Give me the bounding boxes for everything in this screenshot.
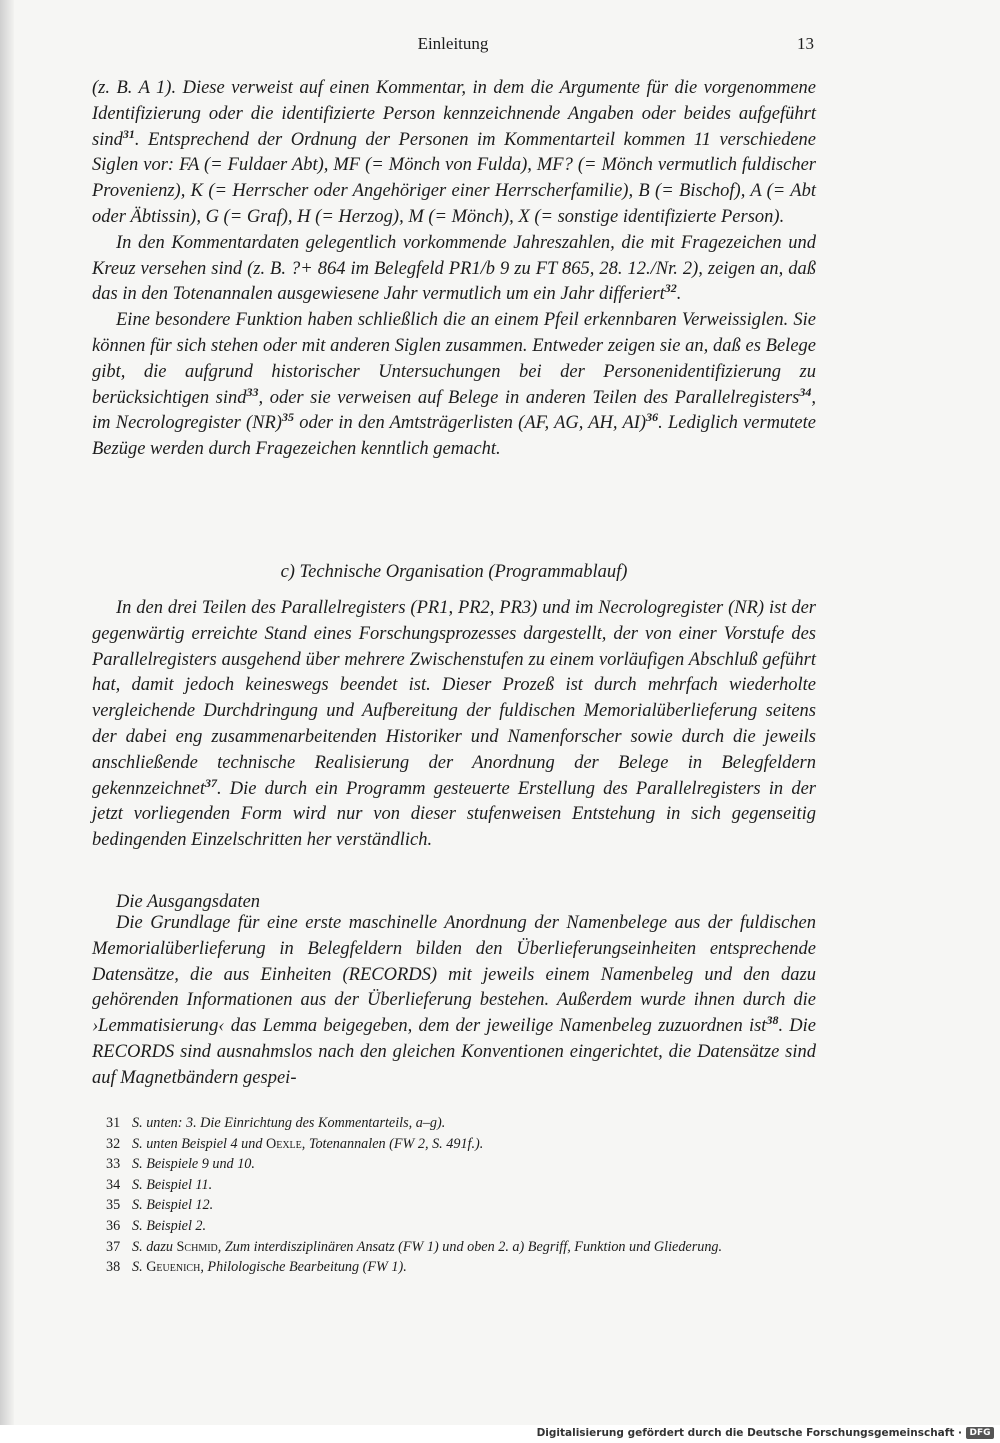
text-run: , Zum interdisziplinären Ansatz (FW 1) und oben 2. a) Begriff, Funktion und Gliederung. xyxy=(217,1238,723,1255)
page-edge-shadow xyxy=(0,0,14,1425)
footnote xyxy=(92,1195,816,1216)
dfg-logo: DFG xyxy=(966,1427,994,1439)
footnote-reference: 34 xyxy=(799,384,812,399)
footnotes xyxy=(92,1113,816,1278)
text-run: S. unten Beispiel 4 und xyxy=(132,1135,266,1152)
paragraph xyxy=(92,231,816,308)
text-run: Die Grundlage für eine erste maschinelle Anordnung der Namenbelege aus der fuldischen Memorialüberlieferung in Belegfeldern bilden den Überlieferungseinheiten entsprechende Datensätze, die aus Einheiten (RECORDS) mit jeweils einem Namenbeleg und den dazu gehörenden Informationen aus der Überlieferung bestehen. Außerdem wurde ihnen durch die ›Lemmatisierung‹ das Lemma beigegeben, dem der jeweilige Namenbeleg zuzuordnen ist xyxy=(92,913,816,1037)
footnote-number: 37 xyxy=(106,1238,121,1255)
footnote xyxy=(92,1237,816,1258)
text-run: . Lediglich vermutete Bezüge werden durch Fragezeichen kenntlich gemacht. xyxy=(92,413,816,460)
paragraph xyxy=(92,308,816,463)
text-run: S. xyxy=(132,1259,147,1276)
footnote-number: 33 xyxy=(106,1156,121,1173)
text-run: , Totenannalen (FW 2, S. 491f.). xyxy=(301,1135,484,1152)
author-name: Geuenich xyxy=(146,1259,201,1276)
text-run: S. unten: 3. Die Einrichtung des Kommentarteils, a–g). xyxy=(132,1115,446,1131)
page-number: 13 xyxy=(797,34,814,53)
footnote xyxy=(92,1154,816,1175)
text-run: . xyxy=(676,284,682,305)
footnote-number: 32 xyxy=(106,1135,121,1152)
footnote xyxy=(92,1175,816,1196)
footnote-reference: 38 xyxy=(766,1013,779,1028)
footnote-reference: 35 xyxy=(281,410,294,425)
text-run: (z. B. A 1). Diese verweist auf einen Kommentar, in dem die Argumente für die vorgenommene Identifizierung oder die identifizierte Person kennzeichnende Angaben oder beides aufgeführt sind xyxy=(92,78,816,150)
footnote-text xyxy=(113,1175,816,1196)
author-name: Oexle xyxy=(265,1135,302,1152)
author-name: Schmid xyxy=(176,1238,218,1255)
footnote-number: 31 xyxy=(106,1115,121,1131)
text-run: , im Necrologregister (NR) xyxy=(92,387,816,434)
text-run: . Entsprechend der Ordnung der Personen im Kommentarteil kommen 11 verschiedene Siglen vor: FA (= Fuldaer Abt), MF (= Mönch von Fulda), MF? (= Mönch vermutlich fuldischer Provenienz), K (= Herrscher oder Angehöriger einer Herrscherfamilie), B (= Bischof), A (= Abt oder Äbtissin), G (= Graf), H (= Herzog), M (= Mönch), X (= sonstige identifizierte Person). xyxy=(92,129,816,227)
footnote xyxy=(92,1216,816,1237)
paragraph xyxy=(92,596,816,854)
text-run: S. Beispiel 2. xyxy=(132,1217,207,1234)
footnote-text xyxy=(113,1257,816,1278)
text-run: S. Beispiel 12. xyxy=(132,1197,214,1214)
footnote-number: 34 xyxy=(106,1176,121,1193)
footnote-text xyxy=(113,1154,816,1175)
footnote-text xyxy=(113,1237,816,1258)
text-run: . Die durch ein Programm gesteuerte Erstellung des Parallelregisters in der jetzt vorliegenden Form wird nur von dieser stufenweisen Entstehung in sich gegenseitig bedingenden Einzelschritten her verständlich. xyxy=(92,778,816,851)
text-run: S. dazu xyxy=(132,1238,177,1255)
text-run: , Philologische Bearbeitung (FW 1). xyxy=(200,1259,407,1276)
footnote-reference: 31 xyxy=(122,126,135,141)
footnote-number: 38 xyxy=(106,1259,121,1276)
body-text-ausgangsdaten xyxy=(92,911,816,1092)
paragraph xyxy=(92,911,816,1092)
footnote-text xyxy=(113,1195,816,1216)
running-title: Einleitung xyxy=(417,34,489,53)
footnote-text xyxy=(113,1113,816,1134)
digitization-footer xyxy=(0,1425,1000,1443)
footnote xyxy=(92,1113,816,1134)
text-run: In den drei Teilen des Parallelregisters (PR1, PR2, PR3) und im Necrologregister (NR) ist der gegenwärtig erreichte Stand eines Forschungsprozesses dargestellt, der von einer Vorstufe des Parallelregisters ausgehend über mehrere Zwischenstufen zu einem vorläufigen Abschluß geführt hat, damit jedoch keineswegs beendet ist. Dieser Prozeß ist durch mehrfach wiederholte vergleichende Durchdringung und Aufbereitung der fuldischen Memorialüberlieferung seitens der dabei eng zusammenarbeitenden Historiker und Namenforscher sowie durch die jeweils anschließende technische Realisierung der Anordnung der Belege in Belegfeldern gekennzeichnet xyxy=(92,598,816,799)
text-run: , oder sie verweisen auf Belege in anderen Teilen des Parallelregisters xyxy=(258,387,800,408)
paragraph xyxy=(92,76,816,231)
text-run: . Die RECORDS sind ausnahmslos nach den gleichen Konventionen eingerichtet, die Datensätze sind auf Magnetbändern gespei- xyxy=(92,1016,816,1088)
text-run: S. Beispiele 9 und 10. xyxy=(132,1156,255,1173)
footnote xyxy=(92,1134,816,1155)
text-run: oder in den Amtsträgerlisten (AF, AG, AH, AI) xyxy=(293,413,647,434)
body-text-kommentar-siglen xyxy=(92,76,816,463)
footnote-number: 35 xyxy=(106,1197,121,1214)
footnote-text xyxy=(113,1216,816,1237)
footnote-reference: 32 xyxy=(664,281,677,296)
funding-notice: Digitalisierung gefördert durch die Deutsche Forschungsgemeinschaft · xyxy=(536,1427,962,1439)
footnote-text xyxy=(113,1134,816,1155)
footnote xyxy=(92,1257,816,1278)
text-run: Eine besondere Funktion haben schließlich die an einem Pfeil erkennbaren Verweissiglen. Sie können für sich stehen oder mit anderen Siglen zusammen. Entweder zeigen sie an, daß es Belege gibt, die aufgrund historischer Untersuchungen bei der Personenidentifizierung zu berücksichtigen sind xyxy=(92,310,816,408)
footnote-reference: 33 xyxy=(246,384,259,399)
body-text-technische-organisation xyxy=(92,596,816,854)
subheading-ausgangsdaten: Die Ausgangsdaten xyxy=(116,892,261,912)
section-heading: c) Technische Organisation (Programmablauf) xyxy=(280,562,628,582)
text-run: In den Kommentardaten gelegentlich vorkommende Jahreszahlen, die mit Fragezeichen und Kreuz versehen sind (z. B. ?+ 864 im Belegfeld PR1/b 9 zu FT 865, 28. 12./Nr. 2), zeigen an, daß das in den Totenannalen ausgewiesene Jahr vermutlich um ein Jahr differiert xyxy=(92,232,816,305)
footnote-reference: 36 xyxy=(646,410,659,425)
text-run: S. Beispiel 11. xyxy=(132,1176,213,1193)
running-head xyxy=(92,34,814,58)
footnote-number: 36 xyxy=(106,1217,121,1234)
footnote-reference: 37 xyxy=(205,775,217,790)
